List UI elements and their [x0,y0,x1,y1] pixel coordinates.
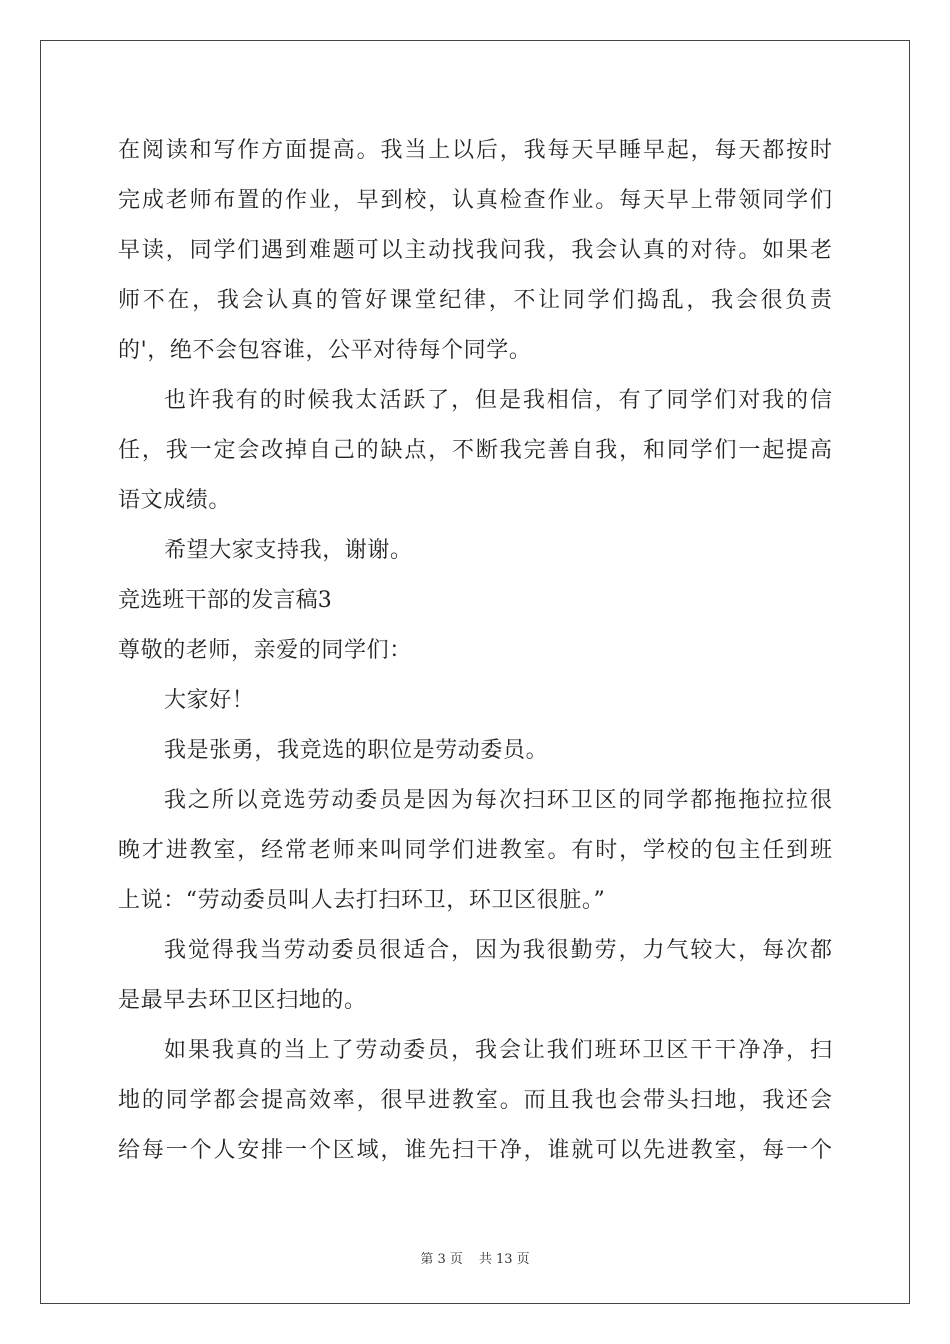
text-line: 晚才进教室，经常老师来叫同学们进教室。有时，学校的包主任到班 [118,838,832,863]
text-line: 任，我一定会改掉自己的缺点，不断我完善自我，和同学们一起提高 [118,438,832,463]
text-line: 如果我真的当上了劳动委员，我会让我们班环卫区干干净净，扫 [164,1038,832,1063]
text-line: 的'，绝不会包容谁，公平对待每个同学。 [118,338,532,363]
text-line: 地的同学都会提高效率，很早进教室。而且我也会带头扫地，我还会 [118,1088,832,1113]
text-line: 师不在，我会认真的管好课堂纪律，不让同学们捣乱，我会很负责 [118,288,832,313]
text-line: 是最早去环卫区扫地的。 [118,988,367,1013]
text-line: 也许我有的时候我太活跃了，但是我相信，有了同学们对我的信 [164,388,832,413]
section-heading: 竞选班干部的发言稿3 [118,588,332,613]
text-line: 我觉得我当劳动委员很适合，因为我很勤劳，力气较大，每次都 [164,938,832,963]
greeting: 大家好！ [164,688,255,713]
text-line: 语文成绩。 [118,488,232,513]
text-line: 早读，同学们遇到难题可以主动找我问我，我会认真的对待。如果老 [118,238,832,263]
page-total: 共 13 页 [478,1252,530,1267]
page-footer [0,1248,950,1267]
text-line: 给每一个人安排一个区域，谁先扫干净，谁就可以先进教室，每一个 [118,1138,832,1163]
text-line: 完成老师布置的作业，早到校，认真检查作业。每天早上带领同学们 [118,188,832,213]
text-line: 我是张勇，我竞选的职位是劳动委员。 [164,738,549,763]
page-number: 第 3 页 [420,1252,463,1267]
text-line: 我之所以竞选劳动委员是因为每次扫环卫区的同学都拖拖拉拉很 [164,788,832,813]
text-line: 希望大家支持我，谢谢。 [164,538,413,563]
salutation: 尊敬的老师，亲爱的同学们： [118,638,412,663]
text-line: 上说：“劳动委员叫人去打扫环卫，环卫区很脏。” [118,888,606,913]
text-line: 在阅读和写作方面提高。我当上以后，我每天早睡早起，每天都按时 [118,138,832,163]
